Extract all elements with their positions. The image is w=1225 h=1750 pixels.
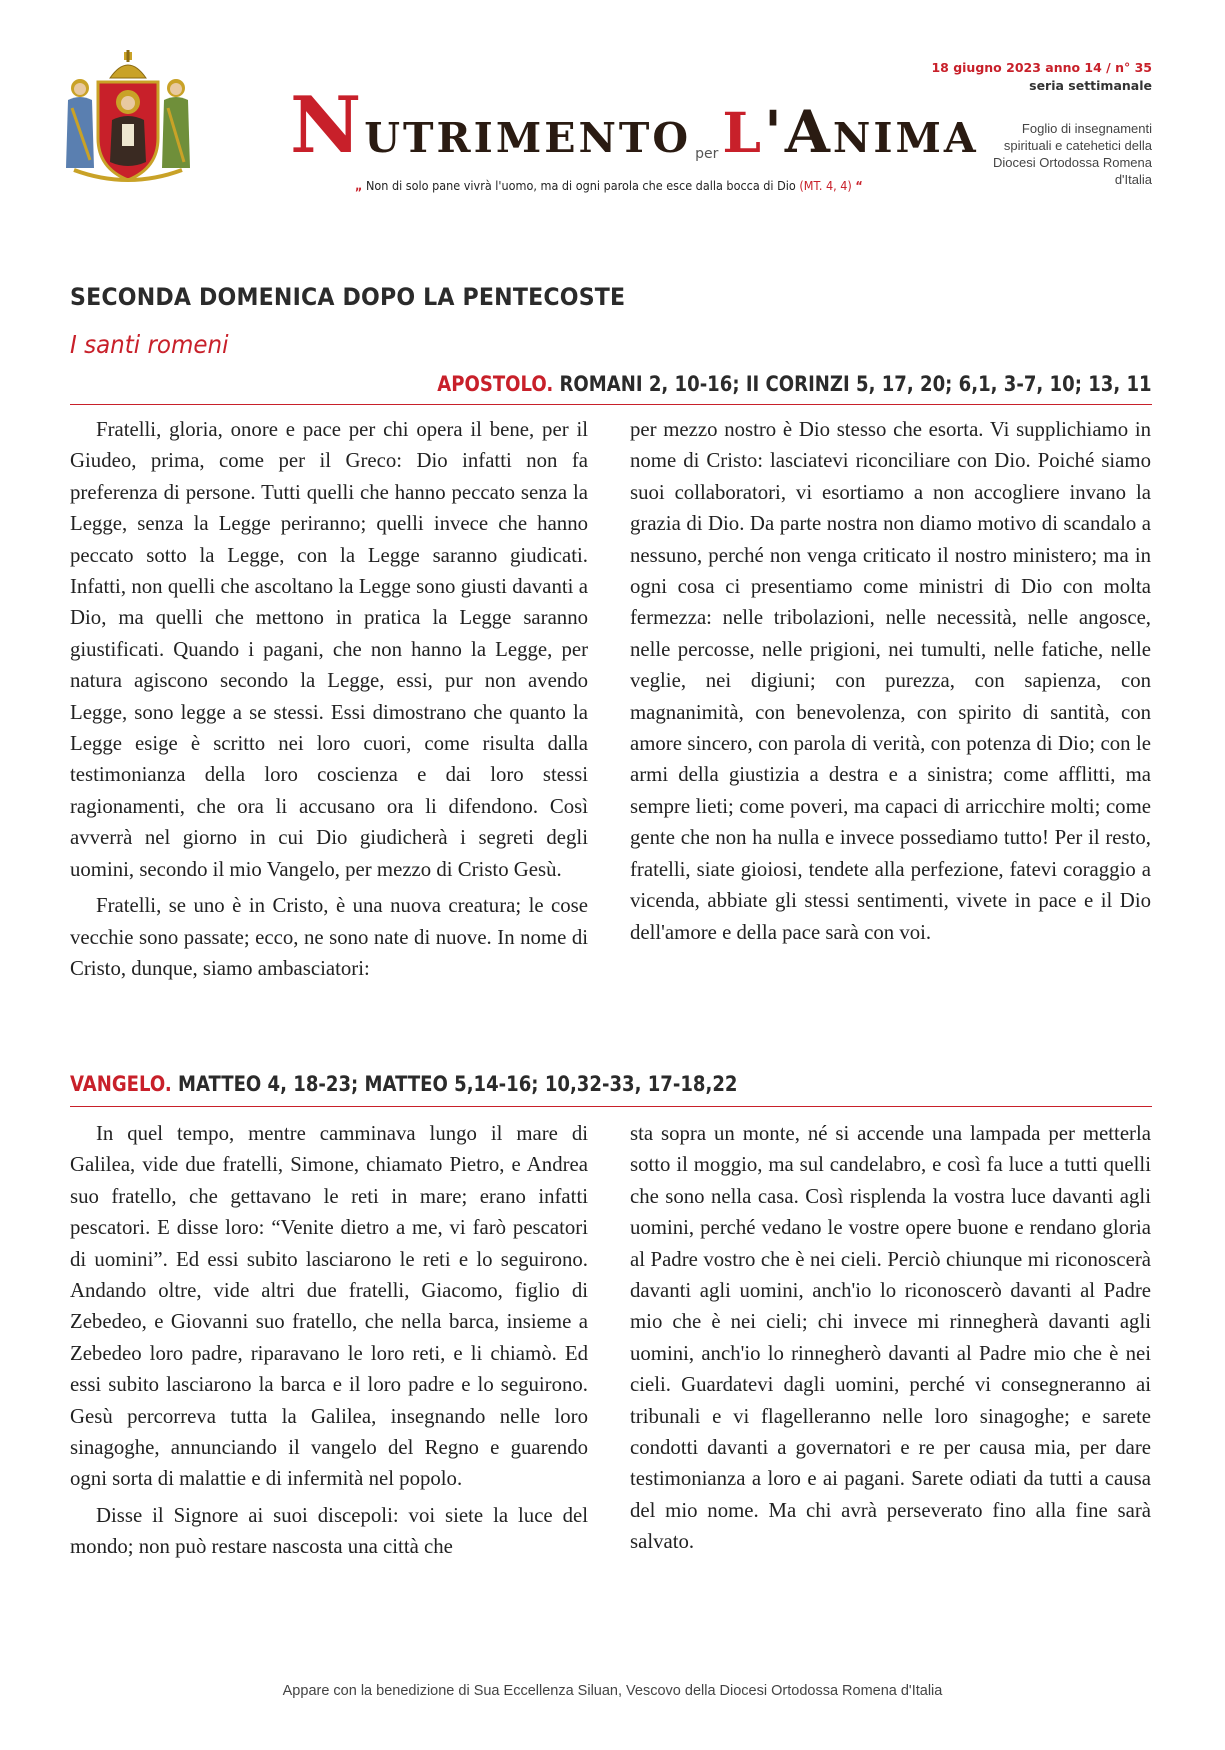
footer-blessing: Appare con la benedizione di Sua Eccellenza Siluan, Vescovo della Diocesi Ortodossa Romena d'Italia — [282, 1683, 943, 1699]
vangelo-paragraph: In quel tempo, mentre camminava lungo il mare di Galilea, vide due fratelli, Simone, chiamato Pietro, e Andrea suo fratello, che gettavano le reti in mare; erano infatti pescatori. E disse loro: “Venite dietro a me, vi farò pescatori di uomini”. Ed essi subito lasciarono le reti e lo seguirono. Andando oltre, vide altri due fratelli, Giacomo, figlio di Zebedeo, e Giovanni suo fratello, che nella barca, insieme a Zebedeo loro padre, riparavano le loro reti, e li chiamò. Ed essi subito lasciarono la barca e il loro padre e lo seguirono. Gesù percorreva tutta la Galilea, insegnando nelle loro sinagoghe, annunciando il vangelo del Regno e guarendo ogni sorta di malattie e di infermità nel popolo. — [70, 1122, 588, 1491]
issue-date: 18 giugno 2023 anno 14 / n° 35 — [931, 60, 1152, 75]
apostolo-label: APOSTOLO. — [437, 372, 554, 396]
apostolo-paragraph-continued: per mezzo nostro è Dio stesso che esorta. Vi supplichiamo in nome di Cristo: lasciatevi riconciliare con Dio. Poiché siamo suoi collaboratori, vi esortiamo a non accogliere invano la grazia di Dio. Da parte nostra non diamo motivo di scandalo a nessuno, perché non venga criticato il nostro ministero; ma in ogni cosa ci presentiamo come ministri di Dio con molta fermezza: nelle tribolazioni, nelle necessità, nelle angosce, nelle percosse, nelle prigioni, nei tumulti, nelle fatiche, nelle veglie, nei digiuni; con purezza, con sapienza, con magnanimità, con benevolenza, con spirito di santità, con amore sincero, con parola di verità, con potenza di Dio; con le armi della giustizia a destra e a sinistra; come afflitti, ma sempre lieti; come poveri, ma capaci di arricchire molti; come gente che non ha nulla e invece possediamo tutto! Per il resto, fratelli, siate gioiosi, tendete alla perfezione, fatevi coraggio a vicenda, abbiate gli stessi sentimenti, vivete in pace e il Dio dell'amore e della pace sarà con voi. — [630, 418, 1151, 944]
apostolo-column-right — [630, 414, 1151, 948]
publication-description: Foglio di insegnamenti spirituali e catehetici della Diocesi Ortodossa Romena d'Italia — [993, 121, 1152, 187]
masthead-initial: N — [290, 80, 365, 171]
motto-open-quote: „ — [355, 178, 363, 193]
issue-info — [931, 59, 1152, 95]
masthead-initial: l — [722, 80, 765, 171]
vangelo-heading — [70, 1072, 737, 1096]
vangelo-label: VANGELO. — [70, 1072, 172, 1096]
page-subtitle: I santi romeni — [70, 330, 229, 359]
vangelo-paragraph: Disse il Signore ai suoi discepoli: voi siete la luce del mondo; non può restare nascosta una città che — [70, 1503, 588, 1559]
vangelo-paragraph-continued: sta sopra un monte, né si accende una lampada per metterla sotto il moggio, ma sul candelabro, e così fa luce a tutti quelli che sono nella casa. Così risplenda la vostra luce davanti agli uomini, perché vedano le vostre opere buone e rendano gloria al Padre vostro che è nei cieli. Perciò chiunque mi riconoscerà davanti agli uomini, anch'io lo riconoscerò davanti al Padre mio che è nei cieli; chi invece mi rinnegherà davanti agli uomini, anch'io lo rinnegherò davanti al Padre mio che è nei cieli. Guardatevi dagli uomini, perché vi consegneranno ai tribunali e vi flagelleranno nelle loro sinagoghe; e sarete condotti davanti a governatori e re per causa mia, per dare testimonianza a loro e ai pagani. Sarete odiati da tutti a causa del mio nome. Ma chi avrà perseverato fino alla fine sarà salvato. — [630, 1122, 1151, 1554]
apostolo-paragraph: Fratelli, gloria, onore e pace per chi opera il bene, per il Giudeo, prima, come per il Greco: Dio infatti non fa preferenza di persone. Tutti quelli che hanno peccato senza la Legge, senza la Legge periranno; quelli invece che hanno peccato sotto la Legge, con la Legge saranno giudicati. Infatti, non quelli che ascoltano la Legge sono giusti davanti a Dio, ma quelli che mettono in pratica la Legge saranno giustificati. Quando i pagani, che non hanno la Legge, per natura agiscono secondo la Legge, essi, pur non avendo Legge, sono legge a se stessi. Essi dimostrano che quanto la Legge esige è scritto nei loro cuori, come risulta dalla testimonianza della loro coscienza e dai loro stessi ragionamenti, che ora li accusano ora li difendono. Così avverrà nel giorno in cui Dio giudicherà i segreti degli uomini, secondo il mio Vangelo, per mezzo di Cristo Gesù. — [70, 418, 588, 881]
vangelo-reference: MATTEO 4, 18-23; MATTEO 5,14-16; 10,32-33, 17-18,22 — [177, 1072, 738, 1096]
motto-text: Non di solo pane vivrà l'uomo, ma di ogni parola che esce dalla bocca di Dio — [365, 178, 796, 193]
diocese-coat-of-arms-icon — [64, 50, 192, 185]
page-title: SECONDA DOMENICA DOPO LA PENTECOSTE — [70, 283, 626, 311]
vangelo-divider — [70, 1106, 1152, 1107]
motto-reference: (MT. 4, 4) — [799, 178, 852, 193]
vangelo-column-left — [70, 1118, 588, 1563]
issue-series: seria settimanale — [1029, 78, 1152, 93]
apostolo-column-left — [70, 414, 588, 984]
apostolo-heading — [438, 372, 1152, 396]
motto-close-quote: “ — [855, 178, 863, 193]
apostolo-paragraph: Fratelli, se uno è in Cristo, è una nuova creatura; le cose vecchie sono passate; ecco, ne sono nate di nuove. In nome di Cristo, dunque, siamo ambasciatori: — [70, 894, 588, 980]
vangelo-column-right — [630, 1118, 1151, 1558]
apostolo-divider — [70, 404, 1152, 405]
masthead-title — [290, 80, 979, 171]
masthead-per: per — [695, 146, 719, 162]
masthead-title-part2: l'Anima — [722, 80, 979, 171]
motto — [355, 178, 915, 193]
apostolo-reference: ROMANI 2, 10-16; II CORINZI 5, 17, 20; 6,1, 3-7, 10; 13, 11 — [559, 372, 1152, 396]
masthead-title-part1: Nutrimento — [290, 80, 692, 171]
